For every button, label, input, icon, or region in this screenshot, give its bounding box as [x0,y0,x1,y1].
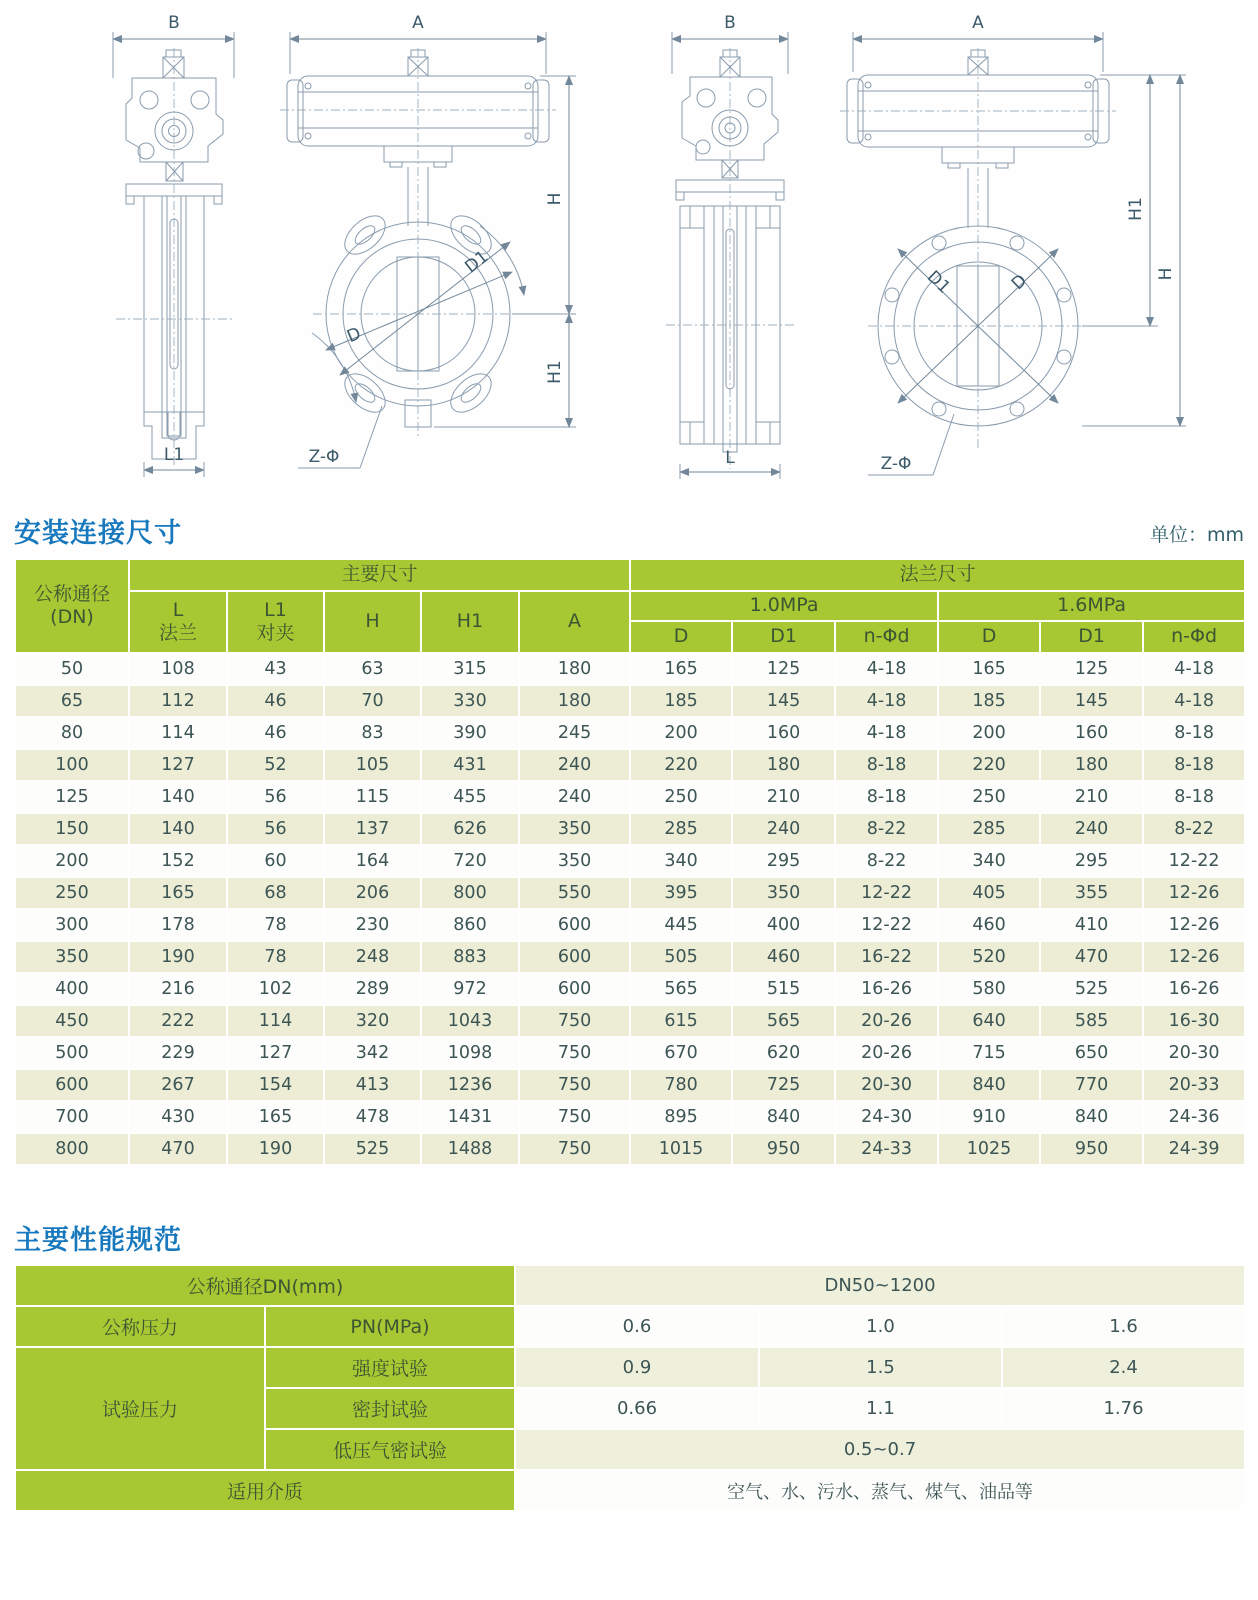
dimension-cell: 600 [519,941,630,973]
dimension-cell: 750 [519,1133,630,1165]
dimension-cell: 240 [1040,813,1143,845]
spec-airtight-label: 低压气密试验 [265,1429,515,1470]
dimension-cell: 430 [129,1101,227,1133]
dimension-cell: 450 [15,1005,129,1037]
dimension-cell: 350 [519,845,630,877]
dimension-cell: 248 [324,941,421,973]
dimension-cell: 330 [421,685,519,717]
dimension-cell: 8-18 [1143,749,1245,781]
dimension-cell: 445 [630,909,732,941]
spec-airtight-value: 0.5~0.7 [515,1429,1245,1470]
dimension-cell: 24-36 [1143,1101,1245,1133]
dim-label-l1: L1 [163,445,185,465]
dim-label-b: B [724,14,736,33]
dimension-cell: 8-22 [835,845,938,877]
dimension-cell: 455 [421,781,519,813]
dimension-cell: 700 [15,1101,129,1133]
dimension-cell: 650 [1040,1037,1143,1069]
dimension-cell: 4-18 [835,653,938,685]
dimension-cell: 840 [732,1101,835,1133]
dimension-cell: 115 [324,781,421,813]
dimension-row-dn-350 [15,941,1245,973]
dimension-cell: 52 [227,749,324,781]
dimension-cell: 565 [732,1005,835,1037]
dimension-cell: 250 [938,781,1040,813]
dimension-cell: 80 [15,717,129,749]
dimension-cell: 125 [15,781,129,813]
dimension-cell: 105 [324,749,421,781]
dimension-row-dn-250 [15,877,1245,909]
dimension-cell: 267 [129,1069,227,1101]
dimension-cell: 12-22 [835,909,938,941]
dimension-cell: 46 [227,717,324,749]
dimension-cell: 725 [732,1069,835,1101]
dimension-cell: 12-26 [1143,941,1245,973]
dimension-cell: 190 [227,1133,324,1165]
dimension-cell: 145 [732,685,835,717]
dimension-cell: 200 [15,845,129,877]
flanged-valve-front-view-drawing [828,14,1198,484]
header-d1-10: D1 [732,621,835,653]
dimension-cell: 245 [519,717,630,749]
dim-label-d: D [344,323,364,348]
dim-label-h: H [545,192,565,206]
dimension-cell: 620 [732,1037,835,1069]
dimension-cell: 16-26 [835,973,938,1005]
dimension-cell: 114 [129,717,227,749]
spec-dn-label: 公称通径DN(mm) [15,1265,515,1306]
dimension-cell: 20-26 [835,1037,938,1069]
dimension-row-dn-300 [15,909,1245,941]
dimension-cell: 12-22 [1143,845,1245,877]
dimension-cell: 289 [324,973,421,1005]
spec-pn-label: 公称压力 [15,1306,265,1347]
dimension-cell: 250 [630,781,732,813]
header-l-flange [129,591,227,653]
header-group-flange-dimensions: 法兰尺寸 [630,559,1245,591]
dimension-cell: 525 [324,1133,421,1165]
dimension-cell: 125 [1040,653,1143,685]
header-d-10: D [630,621,732,653]
spec-media-label: 适用介质 [15,1470,515,1511]
spec-seal-value-2: 1.1 [759,1388,1002,1429]
dimension-cell: 240 [519,781,630,813]
dimension-cell: 410 [1040,909,1143,941]
header-dn-line1: 公称通径 [33,583,110,606]
dimension-cell: 800 [421,877,519,909]
dimension-cell: 60 [227,845,324,877]
dimension-cell: 470 [129,1133,227,1165]
dim-label-b: B [168,14,180,33]
dimension-cell: 165 [630,653,732,685]
dimension-cell: 910 [938,1101,1040,1133]
dimension-cell: 565 [630,973,732,1005]
dimension-cell: 515 [732,973,835,1005]
dimension-cell: 65 [15,685,129,717]
dimension-cell: 4-18 [835,685,938,717]
dimension-cell: 8-22 [835,813,938,845]
dimension-cell: 500 [15,1037,129,1069]
dimension-cell: 285 [938,813,1040,845]
dimension-cell: 165 [129,877,227,909]
dim-label-h: H [1156,267,1176,281]
dimension-cell: 127 [129,749,227,781]
dimension-cell: 413 [324,1069,421,1101]
header-d-16: D [938,621,1040,653]
dimension-cell: 230 [324,909,421,941]
spec-pn-value-3: 1.6 [1002,1306,1245,1347]
dimension-row-dn-150 [15,813,1245,845]
dimension-cell: 210 [1040,781,1143,813]
dimension-cell: 350 [732,877,835,909]
spec-seal-label: 密封试验 [265,1388,515,1429]
dim-label-h1: H1 [545,360,565,384]
dimension-cell: 150 [15,813,129,845]
dimension-cell: 220 [630,749,732,781]
dimension-cell: 114 [227,1005,324,1037]
dimension-cell: 20-33 [1143,1069,1245,1101]
dimension-cell: 460 [938,909,1040,941]
dimension-cell: 315 [421,653,519,685]
dimension-cell: 8-18 [835,749,938,781]
dimension-cell: 46 [227,685,324,717]
dimension-row-dn-450 [15,1005,1245,1037]
spec-strength-value-3: 2.4 [1002,1347,1245,1388]
dimension-cell: 320 [324,1005,421,1037]
dimension-cell: 1488 [421,1133,519,1165]
dimension-cell: 222 [129,1005,227,1037]
dimension-cell: 140 [129,813,227,845]
dimension-cell: 16-30 [1143,1005,1245,1037]
header-d1-16: D1 [1040,621,1143,653]
dimension-cell: 200 [630,717,732,749]
dimension-row-dn-800 [15,1133,1245,1165]
dimension-cell: 24-39 [1143,1133,1245,1165]
dimension-cell: 400 [15,973,129,1005]
header-nphid-10: n-Φd [835,621,938,653]
dimension-cell: 108 [129,653,227,685]
dimension-cell: 43 [227,653,324,685]
spec-media-value: 空气、水、污水、蒸气、煤气、油品等 [515,1470,1245,1511]
dimension-cell: 8-18 [1143,781,1245,813]
dimension-cell: 68 [227,877,324,909]
installation-section-head [14,519,1244,549]
spec-dn-value: DN50~1200 [515,1265,1245,1306]
dimension-cell: 1236 [421,1069,519,1101]
dimension-cell: 180 [732,749,835,781]
dimension-cell: 63 [324,653,421,685]
dim-label-l: L [725,448,735,468]
dimension-cell: 640 [938,1005,1040,1037]
dimension-cell: 1431 [421,1101,519,1133]
wafer-valve-side-view-drawing [86,14,261,482]
dimension-cell: 770 [1040,1069,1143,1101]
dimension-cell: 750 [519,1101,630,1133]
dimension-cell: 478 [324,1101,421,1133]
dimension-cell: 295 [732,845,835,877]
dimension-cell: 210 [732,781,835,813]
dimension-cell: 1015 [630,1133,732,1165]
dimension-cell: 206 [324,877,421,909]
spec-table-wrap [0,1264,1258,1512]
dim-label-h1: H1 [1126,197,1146,221]
dimension-cell: 56 [227,781,324,813]
dimension-cell: 240 [732,813,835,845]
dimension-cell: 180 [519,685,630,717]
dimension-row-dn-125 [15,781,1245,813]
dimension-cell: 160 [1040,717,1143,749]
dimension-cell: 4-18 [1143,653,1245,685]
dimension-cell: 1043 [421,1005,519,1037]
dimension-cell: 580 [938,973,1040,1005]
dimension-cell: 525 [1040,973,1143,1005]
dimension-cell: 24-33 [835,1133,938,1165]
dimension-cell: 670 [630,1037,732,1069]
flanged-valve-side-view-drawing [640,14,820,482]
dimension-cell: 8-18 [835,781,938,813]
spec-test-pressure-label: 试验压力 [15,1347,265,1470]
dimension-cell: 350 [15,941,129,973]
dimension-cell: 600 [519,973,630,1005]
dimension-cell: 220 [938,749,1040,781]
dimension-cell: 950 [1040,1133,1143,1165]
dimension-cell: 12-22 [835,877,938,909]
dimension-cell: 137 [324,813,421,845]
dimension-cell: 125 [732,653,835,685]
spec-strength-value-2: 1.5 [759,1347,1002,1388]
dimension-cell: 102 [227,973,324,1005]
dimension-cell: 180 [1040,749,1143,781]
dimension-cell: 355 [1040,877,1143,909]
dimension-cell: 780 [630,1069,732,1101]
dimension-cell: 229 [129,1037,227,1069]
dimension-row-dn-500 [15,1037,1245,1069]
dimension-cell: 431 [421,749,519,781]
dimension-cell: 145 [1040,685,1143,717]
dimension-cell: 800 [15,1133,129,1165]
header-nominal-diameter [15,559,129,653]
dimension-cell: 112 [129,685,227,717]
header-l1-top: L1 [264,599,287,622]
dimensions-table-body [15,653,1245,1165]
technical-drawings [0,0,1258,497]
spec-section-head [14,1226,1244,1256]
header-h1: H1 [421,591,519,653]
dim-label-a: A [972,14,984,33]
dimension-cell: 460 [732,941,835,973]
dimension-cell: 56 [227,813,324,845]
dimension-cell: 550 [519,877,630,909]
dimension-cell: 12-26 [1143,877,1245,909]
dimension-cell: 750 [519,1069,630,1101]
dimension-cell: 250 [15,877,129,909]
dimension-cell: 4-18 [1143,685,1245,717]
dimension-cell: 340 [938,845,1040,877]
dimension-row-dn-600 [15,1069,1245,1101]
dim-label-z-phi: Z-Φ [308,447,340,467]
header-pressure-1-0mpa: 1.0MPa [630,591,938,621]
dimension-cell: 50 [15,653,129,685]
dimension-cell: 180 [519,653,630,685]
header-dn-line2: (DN) [50,605,94,628]
dimension-cell: 240 [519,749,630,781]
header-l-top: L [172,599,184,622]
dimension-cell: 840 [1040,1101,1143,1133]
dimension-cell: 520 [938,941,1040,973]
header-pressure-1-6mpa: 1.6MPa [938,591,1245,621]
spec-seal-value-1: 0.66 [515,1388,759,1429]
header-l-bottom: 法兰 [158,621,197,644]
spec-row-nominal-pressure [15,1306,1245,1347]
wafer-valve-front-view-drawing [268,14,588,482]
installation-section-title: 安装连接尺寸 [14,518,182,549]
dimension-cell: 950 [732,1133,835,1165]
dimension-cell: 70 [324,685,421,717]
dimension-cell: 340 [630,845,732,877]
dimension-row-dn-80 [15,717,1245,749]
dimension-cell: 16-26 [1143,973,1245,1005]
spec-row-strength-test [15,1347,1245,1388]
dimension-row-dn-100 [15,749,1245,781]
dimension-cell: 895 [630,1101,732,1133]
spec-section-title: 主要性能规范 [14,1224,182,1256]
dimension-cell: 160 [732,717,835,749]
dimension-cell: 1025 [938,1133,1040,1165]
installation-dimensions-table [14,558,1246,1166]
dimension-cell: 720 [421,845,519,877]
dimension-cell: 585 [1040,1005,1143,1037]
dim-label-d: D [1007,270,1032,295]
dimension-cell: 165 [938,653,1040,685]
dimension-cell: 154 [227,1069,324,1101]
dimension-cell: 860 [421,909,519,941]
dim-label-d1: D1 [922,266,955,298]
dim-label-d1: D1 [461,246,493,278]
header-h: H [324,591,421,653]
spec-pn-value-2: 1.0 [759,1306,1002,1347]
dimension-cell: 285 [630,813,732,845]
spec-pn-value-1: 0.6 [515,1306,759,1347]
dimension-cell: 16-22 [835,941,938,973]
dimension-row-dn-200 [15,845,1245,877]
dimension-cell: 470 [1040,941,1143,973]
dimension-row-dn-400 [15,973,1245,1005]
dimension-cell: 8-22 [1143,813,1245,845]
spec-row-media [15,1470,1245,1511]
dimension-cell: 12-26 [1143,909,1245,941]
dimension-cell: 78 [227,941,324,973]
dimension-cell: 1098 [421,1037,519,1069]
dimension-cell: 342 [324,1037,421,1069]
header-l1-wafer [227,591,324,653]
dimension-cell: 20-30 [1143,1037,1245,1069]
dimension-row-dn-65 [15,685,1245,717]
dimension-cell: 164 [324,845,421,877]
dimension-cell: 165 [227,1101,324,1133]
dimension-cell: 190 [129,941,227,973]
dimension-cell: 600 [519,909,630,941]
dimension-cell: 78 [227,909,324,941]
dimension-cell: 626 [421,813,519,845]
dimension-cell: 600 [15,1069,129,1101]
dimension-cell: 505 [630,941,732,973]
header-nphid-16: n-Φd [1143,621,1245,653]
dimension-cell: 405 [938,877,1040,909]
dimension-cell: 400 [732,909,835,941]
dimension-cell: 390 [421,717,519,749]
dimension-cell: 883 [421,941,519,973]
spec-pn-sub-label: PN(MPa) [265,1306,515,1347]
dimension-cell: 100 [15,749,129,781]
dimension-cell: 152 [129,845,227,877]
dim-label-a: A [412,14,424,33]
header-l1-bottom: 对夹 [256,621,295,644]
dimension-cell: 216 [129,973,227,1005]
dimension-cell: 200 [938,717,1040,749]
dimension-cell: 4-18 [835,717,938,749]
dimension-cell: 140 [129,781,227,813]
dimension-cell: 840 [938,1069,1040,1101]
dimension-cell: 295 [1040,845,1143,877]
dimension-cell: 715 [938,1037,1040,1069]
dimension-cell: 750 [519,1037,630,1069]
dimension-cell: 300 [15,909,129,941]
spec-row-dn [15,1265,1245,1306]
dimension-row-dn-50 [15,653,1245,685]
dimension-cell: 8-18 [1143,717,1245,749]
spec-strength-label: 强度试验 [265,1347,515,1388]
performance-spec-table [14,1264,1246,1512]
dimension-cell: 972 [421,973,519,1005]
unit-label: 单位：mm [1149,523,1244,546]
dimension-row-dn-700 [15,1101,1245,1133]
dimension-cell: 20-30 [835,1069,938,1101]
header-a: A [519,591,630,653]
dimension-cell: 178 [129,909,227,941]
dim-label-z-phi: Z-Φ [880,454,912,474]
dimension-cell: 127 [227,1037,324,1069]
dimension-cell: 350 [519,813,630,845]
spec-seal-value-3: 1.76 [1002,1388,1245,1429]
dimension-cell: 24-30 [835,1101,938,1133]
dimension-cell: 750 [519,1005,630,1037]
dimension-cell: 185 [630,685,732,717]
dimension-cell: 395 [630,877,732,909]
spec-strength-value-1: 0.9 [515,1347,759,1388]
dimension-cell: 20-26 [835,1005,938,1037]
dimension-cell: 83 [324,717,421,749]
dimension-cell: 185 [938,685,1040,717]
header-group-main-dimensions: 主要尺寸 [129,559,630,591]
dimension-cell: 615 [630,1005,732,1037]
